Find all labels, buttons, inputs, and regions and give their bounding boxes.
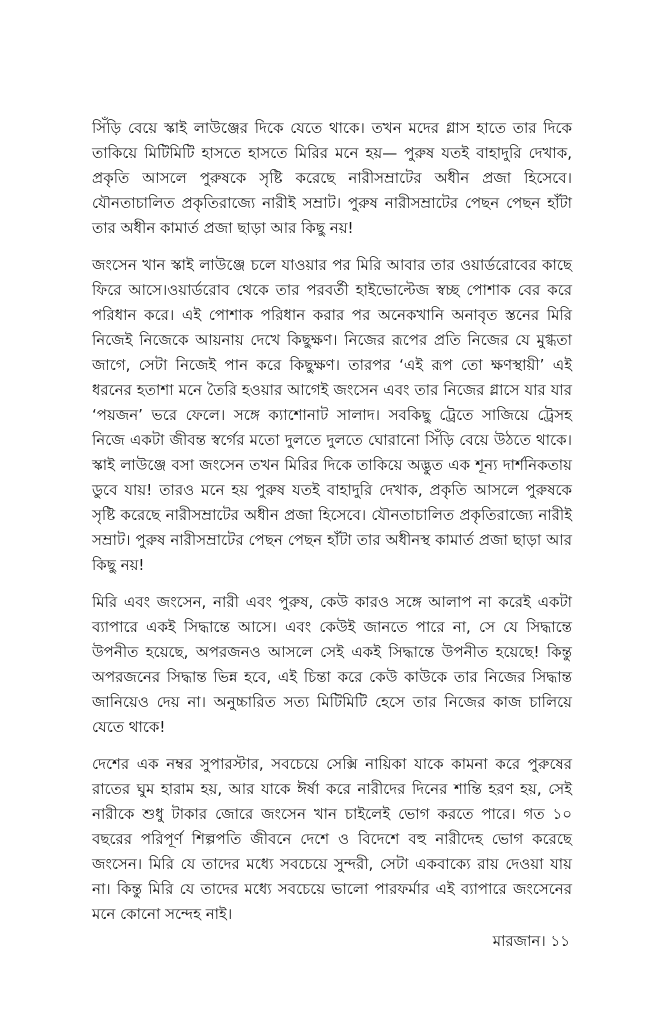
page-footer-running-title: মারজান। ১১ xyxy=(492,932,570,950)
paragraph-1: সিঁড়ি বেয়ে স্কাই লাউঞ্জের দিকে যেতে থাকে। তখন মদের গ্লাস হাতে তার দিকে তাকিয়ে মিটিমিটি হাসতে হাসতে মিরির মনে হয়— পুরুষ যতই বাহাদুরি দেখাক, প্রকৃতি আসলে পুরুষকে সৃষ্টি করেছে নারীসম্রাটের অধীন প্রজা হিসেবে। যৌনতাচালিত প্রকৃতিরাজ্যে নারীই সম্রাট। পুরুষ নারীসম্রাটের পেছন পেছন হাঁটা তার অধীন কামার্ত প্রজা ছাড়া আর কিছু নয়! xyxy=(92,119,572,237)
paragraph-4: দেশের এক নম্বর সুপারস্টার, সবচেয়ে সেক্সি নায়িকা যাকে কামনা করে পুরুষের রাতের ঘুম হারাম হয়, আর যাকে ঈর্ষা করে নারীদের দিনের শান্তি হরণ হয়, সেই নারীকে শুধু টাকার জোরে জংসেন খান চাইলেই ভোগ করতে পারে। গত ১০ বছরের পরিপূর্ণ শিল্পপতি জীবনে দেশে ও বিদেশে বহু নারীদেহ ভোগ করেছে জংসেন। মিরি যে তাদের মধ্যে সবচেয়ে সুন্দরী, সেটা একবাক্যে রায় দেওয়া যায় না। কিন্তু মিরি যে তাদের মধ্যে সবচেয়ে ভালো পারফর্মার এই ব্যাপারে জংসেনের মনে কোনো সন্দেহ নাই। xyxy=(92,755,572,923)
paragraph-2: জংসেন খান স্কাই লাউঞ্জে চলে যাওয়ার পর মিরি আবার তার ওয়ার্ডরোবের কাছে ফিরে আসে।ওয়ার্ডরোব থেকে তার পরবর্তী হাইভোল্টেজ স্বচ্ছ পোশাক বের করে পরিধান করে। এই পোশাক পরিধান করার পর অনেকখানি অনাবৃত স্তনের মিরি নিজেই নিজেকে আয়নায় দেখে কিছুক্ষণ। নিজের রূপের প্রতি নিজের যে মুগ্ধতা জাগে, সেটা নিজেই পান করে কিছুক্ষণ। তারপর ‘এই রূপ তো ক্ষণস্থায়ী’ এই ধরনের হতাশা মনে তৈরি হওয়ার আগেই জংসেন এবং তার নিজের গ্লাসে যার যার ‘পয়জন’ ভরে ফেলে। সঙ্গে ক্যাশোনাট সালাদ। সবকিছু ট্রেতে সাজিয়ে ট্রেসহ নিজে একটা জীবন্ত স্বর্গের মতো দুলতে দুলতে ঘোরানো সিঁড়ি বেয়ে উঠতে থাকে। স্কাই লাউঞ্জে বসা জংসেন তখন মিরির দিকে তাকিয়ে অদ্ভুত এক শূন্য দার্শনিকতায় ডুবে যায়! তারও মনে হয় পুরুষ যতই বাহাদুরি দেখাক, প্রকৃতি আসলে পুরুষকে সৃষ্টি করেছে নারীসম্রাটের অধীন প্রজা হিসেবে। যৌনতাচালিত প্রকৃতিরাজ্যে নারীই সম্রাট। পুরুষ নারীসম্রাটের পেছন পেছন হাঁটা তার অধীনস্থ কামার্ত প্রজা ছাড়া আর কিছু নয়! xyxy=(92,256,572,574)
page-body xyxy=(92,116,572,939)
paragraph-3: মিরি এবং জংসেন, নারী এবং পুরুষ, কেউ কারও সঙ্গে আলাপ না করেই একটা ব্যাপারে একই সিদ্ধান্তে আসে। এবং কেউই জানতে পারে না, সে যে সিদ্ধান্তে উপনীত হয়েছে, অপরজনও আসলে সেই একই সিদ্ধান্তে উপনীত হয়েছে! কিন্তু অপরজনের সিদ্ধান্ত ভিন্ন হবে, এই চিন্তা করে কেউ কাউকে তার নিজের সিদ্ধান্ত জানিয়েও দেয় না। অনুচ্চারিত সত্য মিটিমিটি হেসে তার নিজের কাজ চালিয়ে যেতে থাকে! xyxy=(92,593,572,736)
